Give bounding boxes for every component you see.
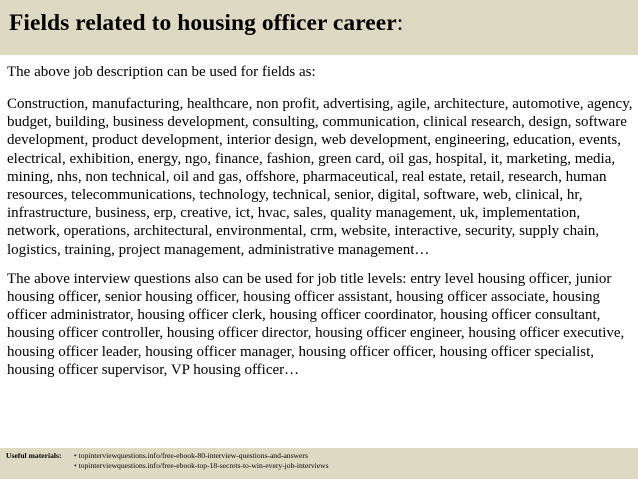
footer-label-text: Useful materials — [6, 451, 59, 460]
footer-row-2 — [6, 461, 638, 471]
slide-title-text: Fields related to housing officer career — [9, 10, 397, 36]
footer-link-2[interactable]: topinterviewquestions.info/free-ebook-top-18-secrets-to-win-every-job-interviews — [78, 461, 329, 470]
footer-bar — [0, 448, 638, 479]
fields-paragraph: Construction, manufacturing, healthcare, non profit, advertising, agile, architecture, automotive, agency, budget, building, business development, consulting, communication, clinical research, design, software development, product development, interior design, web development, engineering, education, events, electrical, exhibition, energy, ngo, finance, fashion, green card, oil gas, hospital, it, marketing, media, mining, nhs, non technical, oil and gas, offshore, pharmaceutical, real estate, retail, research, human resources, telecommunications, technology, technical, senior, digital, software, web, clinical, hr, infrastructure, business, erp, creative, ict, hvac, sales, quality management, uk, implementation, network, operations, architectural, environmental, crm, website, interactive, security, supply chain, logistics, training, project management, administrative management… — [7, 96, 633, 258]
bullet-icon: • — [74, 451, 77, 460]
intro-text: The above job description can be used for fields as: — [7, 64, 316, 80]
title-bar — [0, 0, 638, 55]
footer-label-separator: : — [58, 451, 62, 460]
bullet-icon: • — [74, 461, 77, 470]
footer-row-1 — [6, 451, 638, 461]
slide-title — [9, 10, 403, 36]
slide-title-colon: : — [396, 10, 404, 36]
footer-label-spacer — [6, 461, 74, 471]
footer-link-1[interactable]: topinterviewquestions.info/free-ebook-80-interview-questions-and-answers — [78, 451, 308, 460]
job-titles-paragraph: The above interview questions also can be used for job title levels: entry level housing officer, junior housing officer, senior housing officer, housing officer assistant, housing officer associate, housing officer administrator, housing officer clerk, housing officer coordinator, housing officer consultant, housing officer controller, housing officer director, housing officer engineer, housing officer executive, housing officer leader, housing officer manager, housing officer officer, housing officer specialist, housing officer supervisor, VP housing officer… — [7, 270, 625, 378]
footer-label — [6, 451, 74, 461]
main-content — [7, 63, 633, 390]
